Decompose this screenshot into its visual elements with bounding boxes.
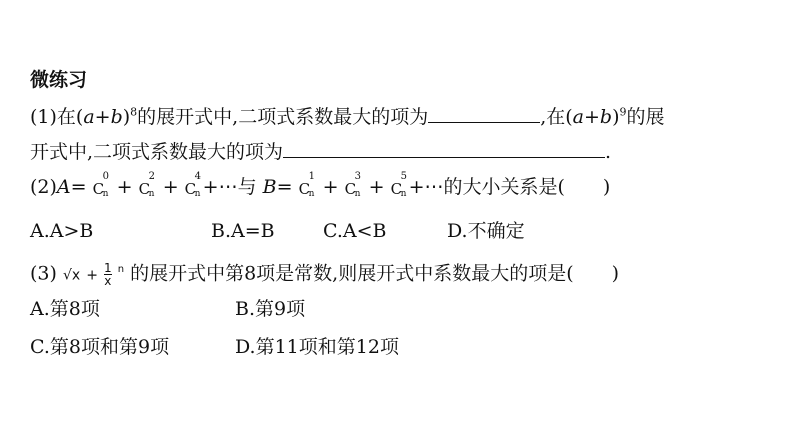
binom-A-0: C 0 n bbox=[92, 171, 109, 199]
q2-eq: = bbox=[70, 176, 87, 198]
q2-option-b[interactable]: B.A=B bbox=[211, 220, 275, 242]
q1-var-a-2: a bbox=[572, 106, 584, 128]
q3-exponent-n: n bbox=[117, 264, 125, 276]
q3-text: 的展开式中第8项是常数,则展开式中系数最大的项是( ) bbox=[130, 262, 620, 285]
q2-plus-4: + bbox=[368, 176, 385, 198]
q1-text-3: 的展 bbox=[626, 106, 665, 128]
q1-line2-text: 开式中,二项式系数最大的项为 bbox=[30, 141, 284, 163]
q1-var-b-2: b bbox=[599, 106, 613, 128]
q1-close: ) bbox=[122, 106, 131, 128]
question-1-line-1 bbox=[30, 104, 665, 129]
q1-exponent-8: 8 bbox=[130, 105, 138, 119]
q1-close-2: ) bbox=[612, 106, 620, 128]
q2-option-d[interactable]: D.不确定 bbox=[447, 220, 525, 242]
q2-var-B: B bbox=[262, 176, 277, 198]
q2-option-a[interactable]: A.A>B bbox=[30, 220, 94, 242]
binom-A-2: C 2 n bbox=[138, 171, 156, 199]
binom-B-1: C 1 n bbox=[298, 171, 315, 199]
question-2-line bbox=[30, 171, 611, 199]
q3-prefix: (3) bbox=[30, 262, 57, 285]
q3-plus: + bbox=[86, 267, 98, 284]
q2-plus-1: + bbox=[116, 176, 133, 198]
q3-option-b[interactable]: B.第9项 bbox=[235, 298, 306, 320]
q1-text-2: ,在( bbox=[540, 106, 573, 128]
question-1-line-2 bbox=[30, 139, 611, 164]
binom-B-5: C 5 n bbox=[390, 171, 407, 199]
q1-var-a: a bbox=[83, 106, 95, 128]
q1-answer-blank-2[interactable] bbox=[283, 139, 605, 158]
q3-option-a[interactable]: A.第8项 bbox=[30, 298, 100, 320]
q2-ellipsis: +⋯与 bbox=[202, 176, 257, 198]
binom-A-4: C 4 n bbox=[184, 171, 202, 199]
q3-option-d[interactable]: D.第11项和第12项 bbox=[235, 336, 399, 358]
q1-prefix: (1)在( bbox=[30, 106, 84, 128]
q1-text-1: 的展开式中,二项式系数最大的项为 bbox=[137, 106, 429, 128]
q2-prefix: (2) bbox=[30, 176, 57, 198]
q1-var-b: b bbox=[110, 106, 123, 128]
q1-end: . bbox=[605, 141, 612, 163]
q1-plus-2: + bbox=[584, 106, 600, 128]
q3-fraction: $\frac{1}{x}$ bbox=[104, 261, 112, 288]
q2-option-c[interactable]: C.A<B bbox=[323, 220, 387, 242]
binom-B-3: C 3 n bbox=[344, 171, 361, 199]
q2-plus-3: + bbox=[322, 176, 339, 198]
q3-option-c[interactable]: C.第8项和第9项 bbox=[30, 336, 170, 358]
q1-plus: + bbox=[94, 106, 111, 128]
q2-var-A: A bbox=[56, 176, 71, 198]
q2-tail: +⋯的大小关系是( ) bbox=[408, 176, 611, 198]
q2-eq-2: = bbox=[276, 176, 293, 198]
q2-plus-2: + bbox=[162, 176, 179, 198]
q1-answer-blank-1[interactable] bbox=[428, 104, 540, 123]
q1-exponent-9: 9 bbox=[619, 105, 627, 119]
q3-sqrt-x: √x bbox=[62, 267, 81, 284]
question-3-line bbox=[30, 262, 619, 287]
section-title: 微练习 bbox=[30, 69, 88, 91]
